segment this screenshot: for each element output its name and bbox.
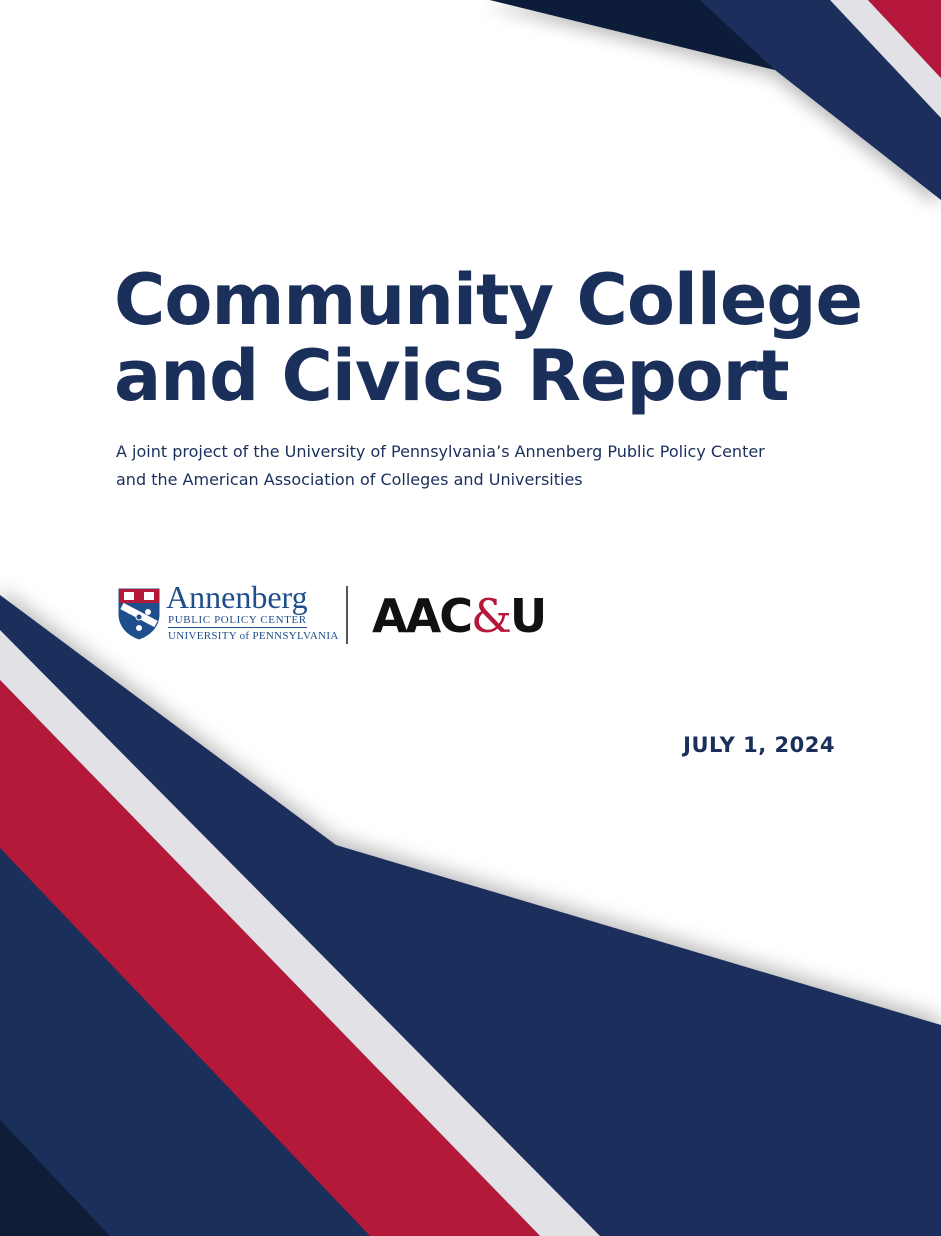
top-right-stripes bbox=[490, 0, 941, 200]
logo-divider bbox=[346, 586, 348, 644]
report-subtitle bbox=[116, 438, 765, 494]
report-date: JULY 1, 2024 bbox=[683, 733, 835, 757]
subtitle-line-2: and the American Association of Colleges and Universities bbox=[116, 470, 583, 489]
annenberg-name: Annenberg bbox=[166, 579, 308, 615]
partner-logos bbox=[118, 579, 558, 646]
aacu-logo bbox=[372, 590, 545, 642]
penn-shield-icon bbox=[118, 588, 160, 640]
annenberg-university-label: UNIVERSITY of PENNSYLVANIA bbox=[168, 630, 339, 642]
subtitle-line-1: A joint project of the University of Pennsylvania’s Annenberg Public Policy Center bbox=[116, 442, 765, 461]
title-line-2: and Civics Report bbox=[114, 335, 789, 417]
annenberg-center-label: PUBLIC POLICY CENTER bbox=[168, 614, 307, 626]
aacu-prefix: AAC bbox=[372, 589, 471, 643]
aacu-suffix: U bbox=[509, 589, 546, 643]
aacu-ampersand: & bbox=[470, 589, 510, 643]
report-title bbox=[114, 259, 862, 417]
title-line-1: Community College bbox=[114, 259, 862, 341]
